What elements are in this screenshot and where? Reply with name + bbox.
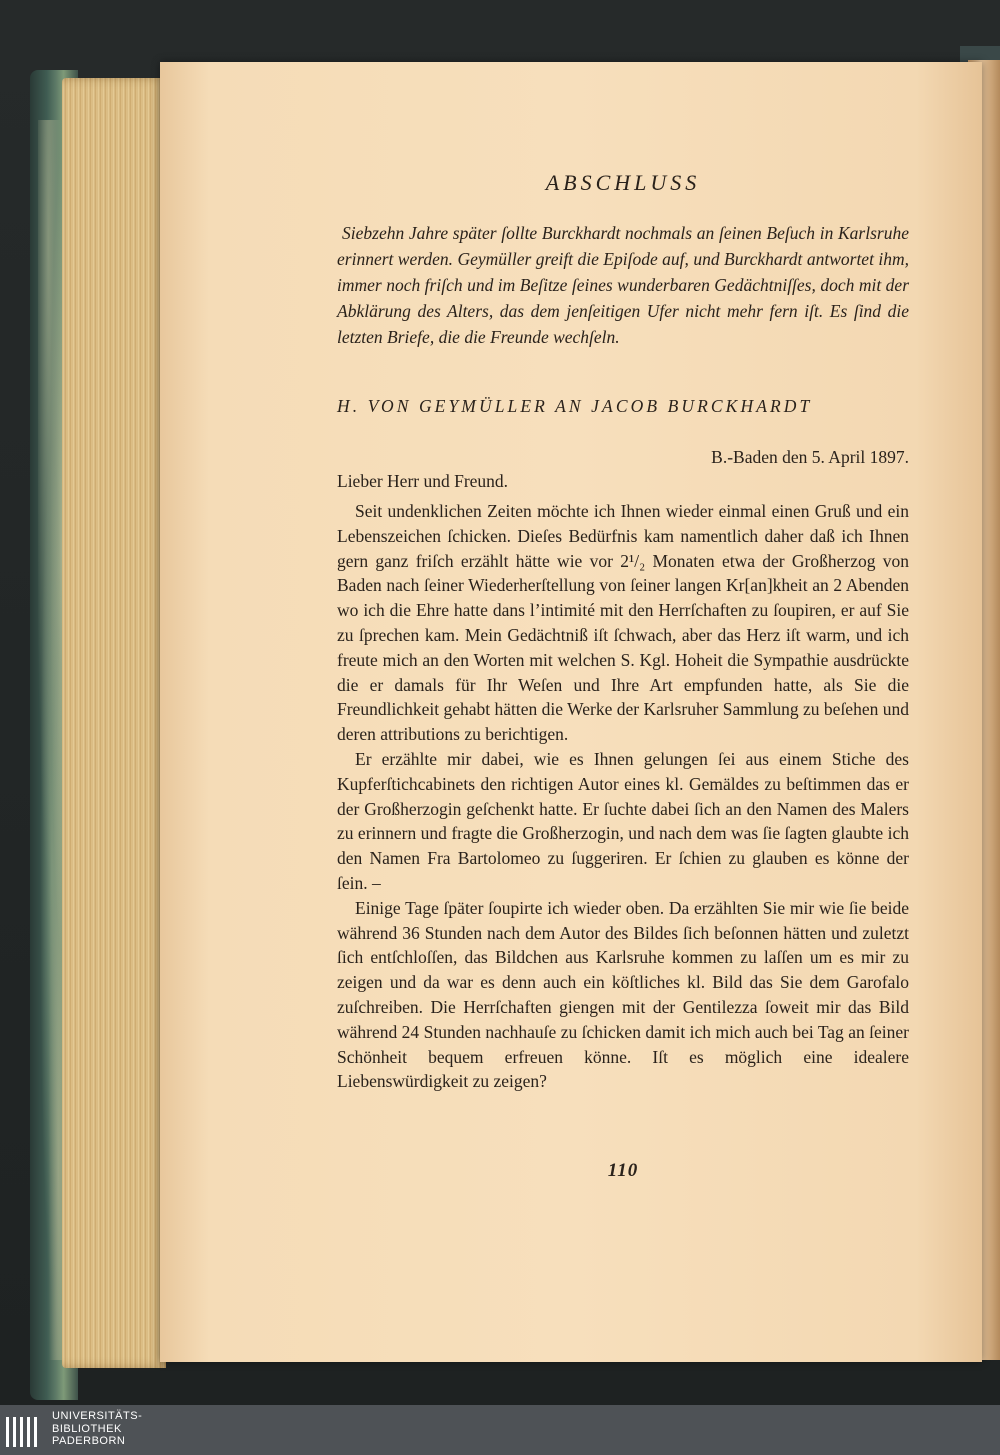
letter-paragraph: Seit undenklichen Zeiten möchte ich Ihnen wieder einmal einen Gruß und ein Lebenszeichen ſchicken. Dieſes Bedürfnis kam namentlich daher daß ich Ihnen gern ganz friſch erzählt hätte wie vor 2¹/₂ Monaten etwa der Großherzog von Baden nach ſeiner Wiederherſtellung von ſeiner langen Kr[an]kheit an 2 Abenden wo ich die Ehre hatte dans l’intimité mit den Herrſchaften zu ſoupiren, er auf Sie zu ſprechen kam. Mein Gedächtniß iſt ſchwach, aber das Herz iſt warm, und ich freute mich an den Worten mit welchen S. Kgl. Hoheit die Sympathie ausdrückte die er damals für Ihr Weſen und Ihre Art empfunden hatte, als Sie die Freundlichkeit gehabt hätten die Werke der Karlsruher Sammlung zu beſehen und deren attributions zu berichtigen.	[337, 501, 909, 745]
chapter-intro: Siebzehn Jahre später ſollte Burckhardt nochmals an ſeinen Beſuch in Karlsruhe erinnert werden. Geymüller greift die Epiſode auf, und Burckhardt antwortet ihm, immer noch friſch und im Beſitze ſeines wunderbaren Gedächtniſſes, doch mit der Abklärung des Alters, das dem jenſeitigen Ufer nicht mehr fern iſt. Es ſind die letzten Briefe, die die Freunde wechſeln.	[337, 223, 909, 347]
library-name	[52, 1410, 142, 1448]
letter-paragraph: Einige Tage ſpäter ſoupirte ich wieder oben. Da erzählten Sie mir wie ſie beide während 36 Stunden nach dem Autor des Bildes ſich beſonnen hätten und zuletzt ſich entſchloſſen, das Bildchen aus Karlsruhe kommen zu laſſen um es mir zu zeigen und da war es denn auch ein köſtliches kl. Bild das Sie dem Garofalo zuſchreiben. Die Herrſchaften giengen mit der Gentilezza ſoweit mir das Bild während 24 Stunden nachhauſe zu ſchicken damit ich mich auch bei Tag an ſeiner Schönheit bequem erfreuen könne. Iſt es möglich eine idealere Liebenswürdigkeit zu zeigen?	[337, 897, 909, 1092]
letter-salutation: Lieber Herr und Freund.	[337, 471, 509, 491]
page-content	[337, 160, 909, 1181]
page-number: 110	[607, 1160, 639, 1181]
page-edges	[62, 78, 166, 1368]
library-name-line: UNIVERSITÄTS-	[52, 1410, 143, 1422]
letter-heading: H. VON GEYMÜLLER AN JACOB BURCKHARDT	[337, 396, 813, 416]
letter-dateline: B.-Baden den 5. April 1897.	[711, 447, 909, 467]
letter-paragraph: Er erzählte mir dabei, wie es Ihnen gelungen ſei aus einem Stiche des Kupferſtichcabinets den richtigen Autor eines kl. Gemäldes zu beſtimmen das er der Großherzogin geſchenkt hatte. Er ſuchte dabei ſich an den Namen des Malers zu erinnern und fragte die Großherzogin, und nach dem was ſie ſagten glaubte ich den Namen Fra Bartolomeo zu ſuggeriren. Er ſchien zu glauben es könne der ſein. –	[337, 748, 909, 893]
library-logo-icon	[4, 1413, 44, 1451]
library-name-line: PADERBORN	[52, 1435, 126, 1447]
library-name-line: BIBLIOTHEK	[52, 1422, 122, 1435]
library-footer	[0, 1405, 1000, 1455]
chapter-title: ABSCHLUSS	[545, 170, 701, 195]
